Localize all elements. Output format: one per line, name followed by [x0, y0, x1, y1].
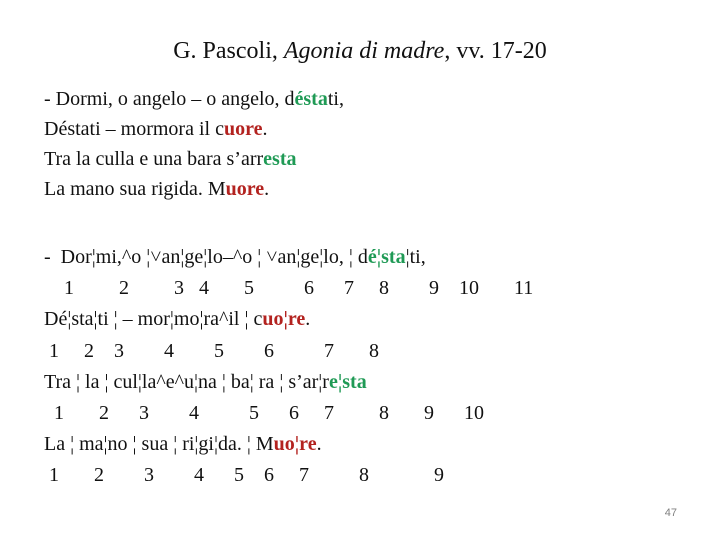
text-segment: 1 2 3 4 5 6 7 8 9 10: [44, 401, 484, 424]
highlight-green: esta: [263, 148, 297, 170]
highlight-red: uo¦re: [262, 308, 306, 331]
text-segment: La ¦ ma¦no ¦ sua ¦ ri¦gi¦da. ¦ M: [44, 433, 274, 456]
highlight-red: uore: [223, 118, 263, 140]
text-segment: 1 2 3 4 5 6 7 8: [44, 339, 379, 362]
text-segment: 1 2 3 4 5 6 7 8 9: [44, 464, 444, 487]
scansion-line: [44, 242, 533, 273]
title-work: Agonia di madre: [283, 38, 445, 64]
scansion-line: [44, 273, 533, 304]
highlight-green: é¦sta: [367, 246, 406, 268]
page-number: 47: [664, 507, 677, 519]
verse-line: [44, 174, 344, 204]
text-segment: .: [264, 178, 270, 200]
highlight-red: uo¦re: [273, 433, 317, 456]
verse-line: [44, 144, 344, 174]
text-segment: - Dor¦mi,^o ¦˅an¦ge¦lo–^o ¦ ˅an¦ge¦lo, ¦ d: [44, 246, 368, 268]
text-segment: - Dormi, o angelo – o angelo, d: [44, 88, 295, 110]
text-segment: Tra ¦ la ¦ cul¦la^e^u¦na ¦ ba¦ ra ¦ s’ar¦r: [44, 370, 329, 393]
highlight-red: uore: [225, 178, 265, 200]
text-segment: .: [316, 433, 322, 456]
scansion-line: [44, 336, 533, 367]
scansion-line: [44, 367, 533, 398]
text-segment: Dé¦sta¦ti ¦ – mor¦mo¦ra^il ¦ c: [44, 308, 263, 331]
scansion-line: [44, 460, 533, 491]
scansion-line: [44, 429, 533, 460]
text-segment: Tra la culla e una bara s’arr: [44, 148, 264, 170]
text-segment: ti,: [327, 88, 344, 110]
text-segment: Déstati – mormora il c: [44, 118, 224, 140]
verse-line: [44, 114, 344, 144]
highlight-green: ésta: [294, 88, 328, 110]
scansion-line: [44, 398, 533, 429]
scansion-line: [44, 304, 533, 335]
text-segment: La mano sua rigida. M: [44, 178, 226, 200]
title-verses: , vv. 17-20: [444, 38, 547, 64]
verse-line: [44, 84, 344, 114]
highlight-green: e¦sta: [328, 370, 367, 393]
scansion-block: [44, 242, 533, 492]
title-author: G. Pascoli,: [173, 38, 284, 64]
slide-title: [0, 38, 720, 65]
poem-verses: [44, 84, 344, 204]
text-segment: 1 2 3 4 5 6 7 8 9 10 11: [44, 277, 534, 300]
text-segment: .: [305, 308, 311, 331]
text-segment: .: [262, 118, 268, 140]
text-segment: ¦ti,: [405, 246, 426, 268]
